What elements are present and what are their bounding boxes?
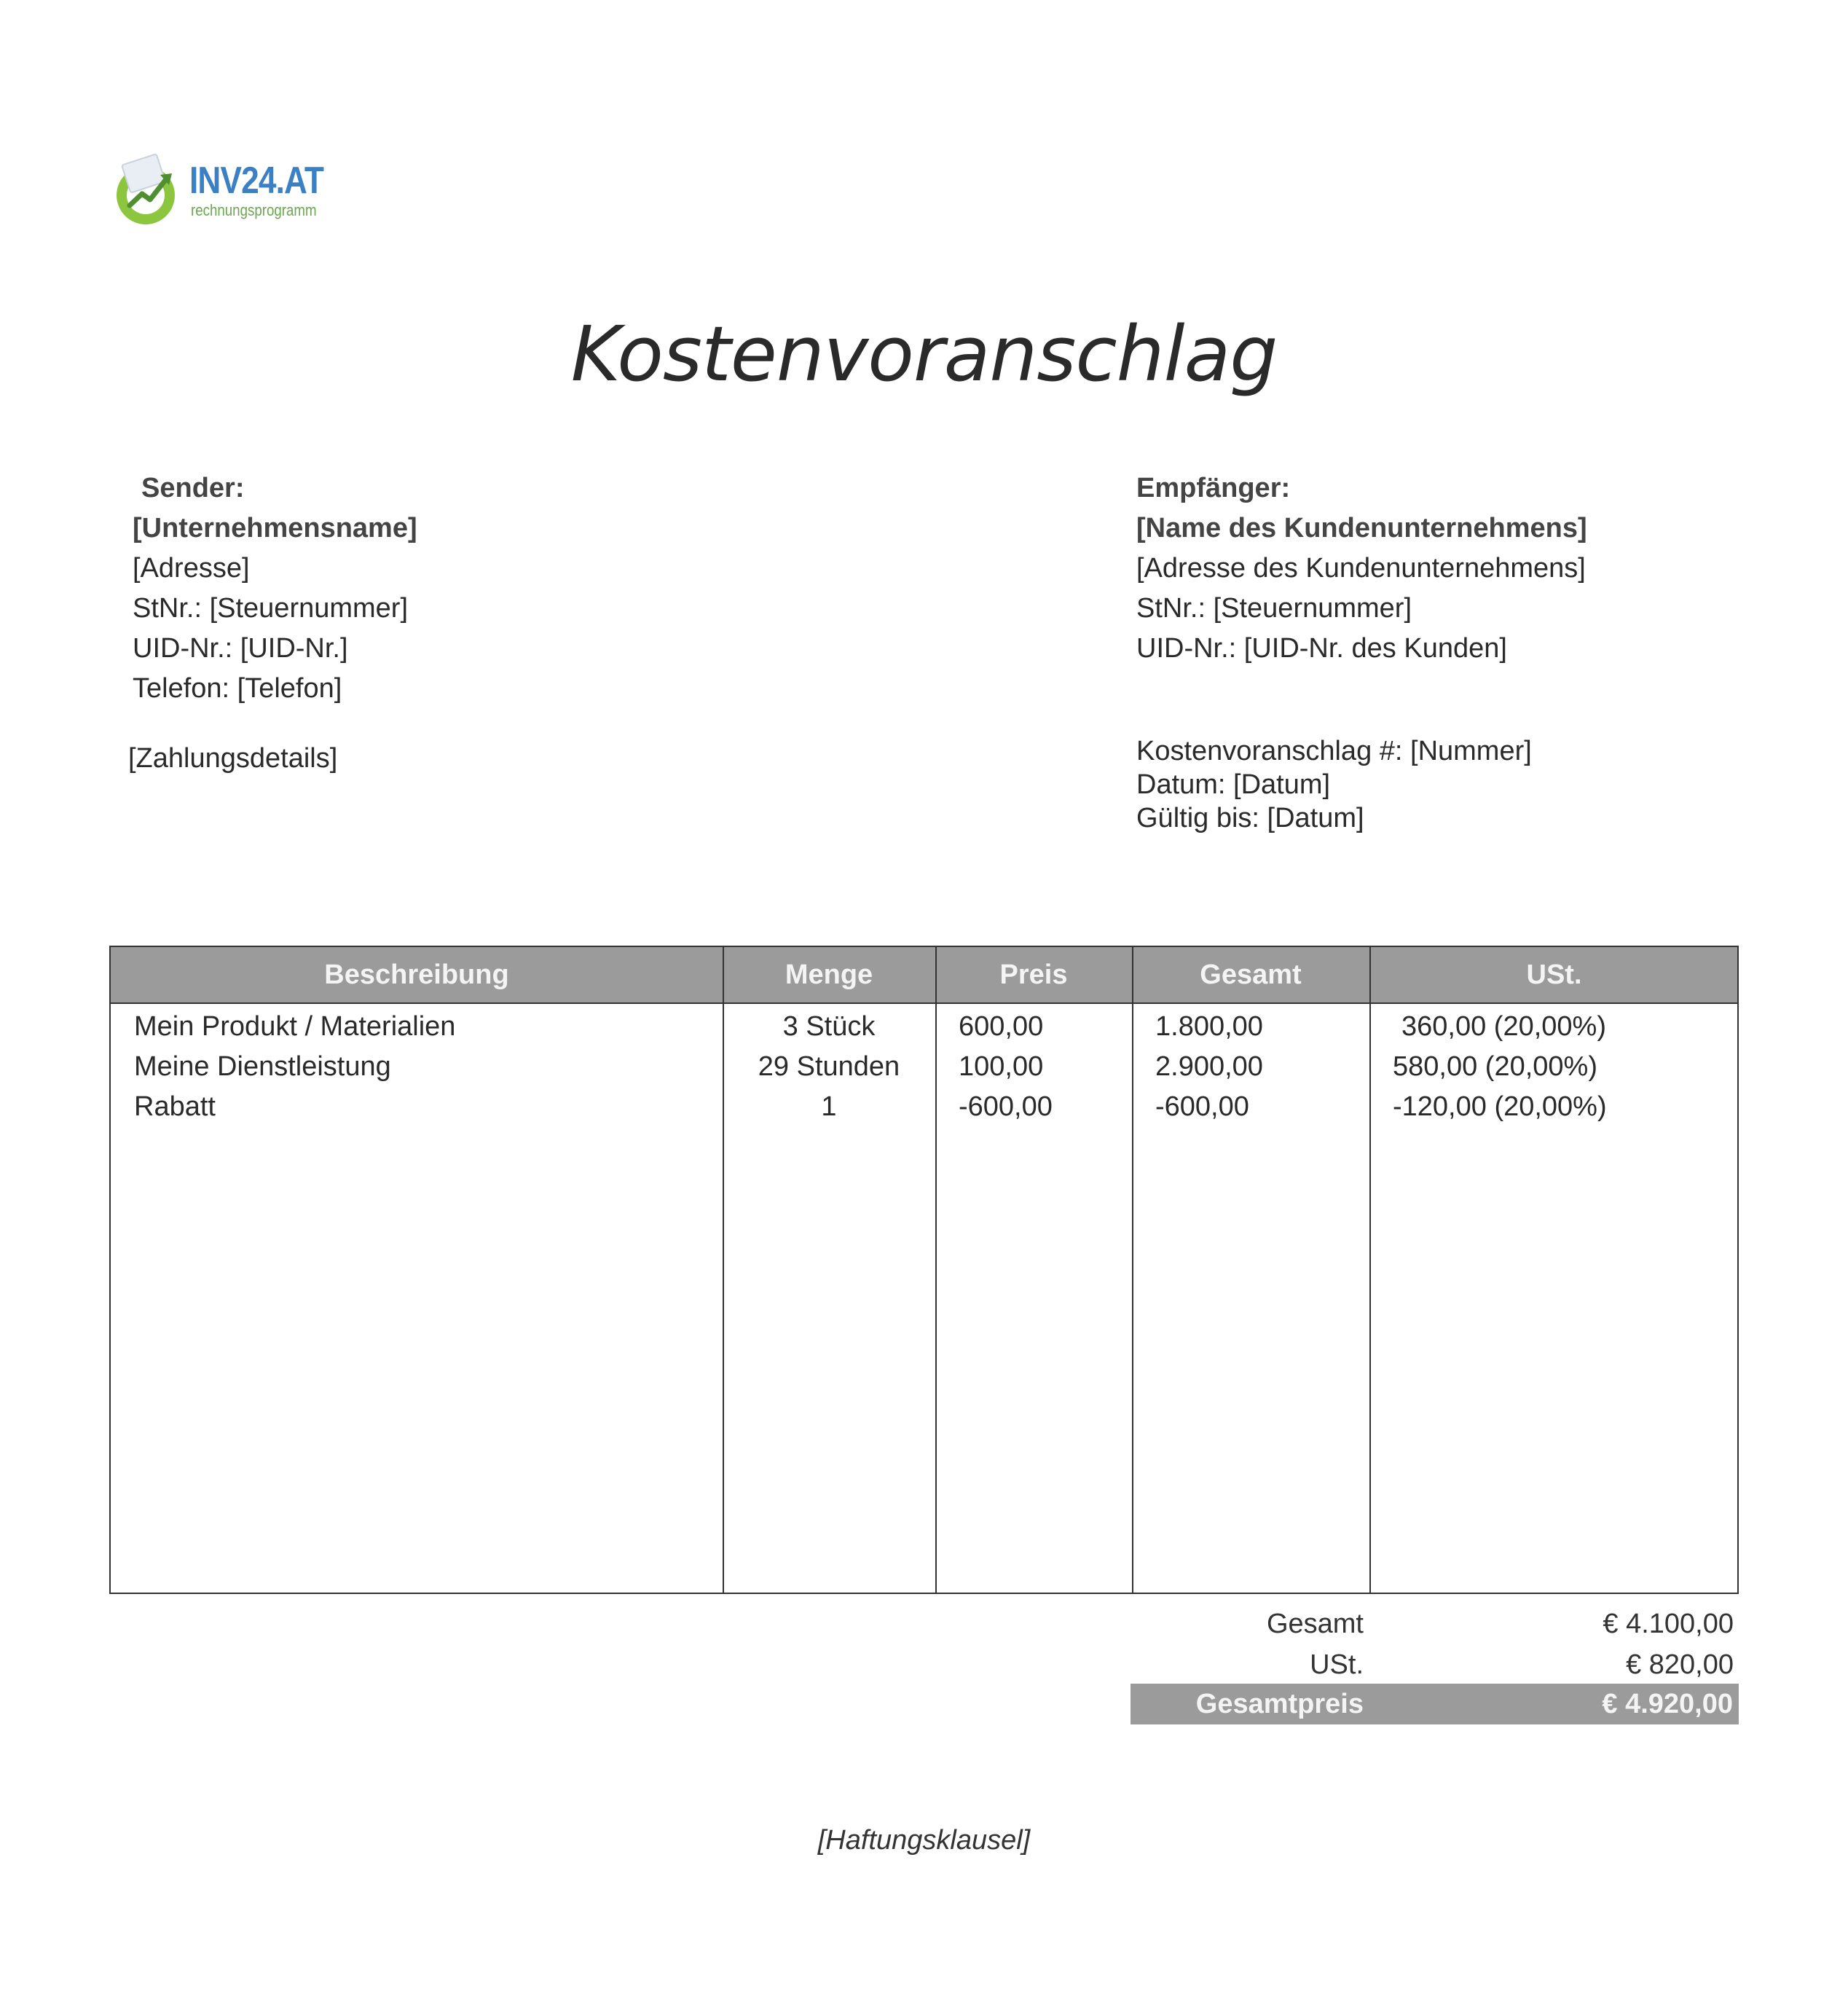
logo-tagline: rechnungsprogramm <box>191 201 317 219</box>
payment-details: [Zahlungsdetails] <box>128 743 338 774</box>
cell-price: 600,00 <box>959 1011 1044 1042</box>
cell-total: -600,00 <box>1155 1091 1249 1122</box>
chart-arrow-icon <box>109 153 182 226</box>
grand-total-label: Gesamtpreis <box>1195 1689 1364 1719</box>
document-title: Kostenvoranschlag <box>570 310 1278 399</box>
header-quantity: Menge <box>785 959 873 990</box>
net-total-value: € 4.100,00 <box>1603 1609 1734 1639</box>
cell-description: Meine Dienstleistung <box>134 1051 391 1082</box>
sender-company: [Unternehmensname] <box>133 513 417 543</box>
cell-quantity: 29 Stunden <box>758 1051 900 1082</box>
vat-total-label: USt. <box>1310 1649 1364 1680</box>
cell-vat: 360,00 (20,00%) <box>1401 1011 1606 1042</box>
column-divider <box>723 947 724 1593</box>
vat-total-value: € 820,00 <box>1626 1649 1734 1680</box>
recipient-company: [Name des Kundenunternehmens] <box>1136 513 1587 543</box>
cell-description: Rabatt <box>134 1091 216 1122</box>
recipient-label: Empfänger: <box>1136 473 1291 503</box>
sender-vat-number: UID-Nr.: [UID-Nr.] <box>133 633 348 664</box>
grand-total-value: € 4.920,00 <box>1602 1689 1733 1719</box>
sender-block <box>133 468 417 709</box>
column-divider <box>935 947 937 1593</box>
sender-address: [Adresse] <box>133 553 250 584</box>
quote-valid-until: Gültig bis: [Datum] <box>1136 803 1364 833</box>
cell-price: -600,00 <box>959 1091 1053 1122</box>
sender-phone: Telefon: [Telefon] <box>133 673 342 704</box>
quote-meta <box>1136 734 1532 835</box>
header-description: Beschreibung <box>324 959 509 990</box>
liability-clause: [Haftungsklausel] <box>817 1825 1031 1856</box>
column-divider <box>1369 947 1371 1593</box>
quote-number: Kostenvoranschlag #: [Nummer] <box>1136 736 1532 766</box>
cell-quantity: 3 Stück <box>782 1011 876 1042</box>
cell-quantity: 1 <box>821 1091 837 1122</box>
column-divider <box>1132 947 1133 1593</box>
net-total-label: Gesamt <box>1266 1609 1364 1639</box>
cell-description: Mein Produkt / Materialien <box>134 1011 456 1042</box>
grand-total-bar <box>1131 1684 1739 1724</box>
cell-vat: 580,00 (20,00%) <box>1393 1051 1597 1082</box>
header-total: Gesamt <box>1200 959 1302 990</box>
quote-date: Datum: [Datum] <box>1136 769 1331 800</box>
header-vat: USt. <box>1526 959 1582 990</box>
table-header <box>111 947 1737 1004</box>
cell-price: 100,00 <box>959 1051 1044 1082</box>
cell-total: 2.900,00 <box>1155 1051 1263 1082</box>
logo-name: INV24.AT <box>189 160 323 202</box>
sender-tax-number: StNr.: [Steuernummer] <box>133 593 409 624</box>
recipient-tax-number: StNr.: [Steuernummer] <box>1136 593 1412 624</box>
cell-vat: -120,00 (20,00%) <box>1393 1091 1607 1122</box>
company-logo <box>109 146 328 229</box>
cell-total: 1.800,00 <box>1155 1011 1263 1042</box>
recipient-address: [Adresse des Kundenunternehmens] <box>1136 553 1586 584</box>
sender-label: Sender: <box>141 473 245 503</box>
recipient-vat-number: UID-Nr.: [UID-Nr. des Kunden] <box>1136 633 1507 664</box>
recipient-block <box>1136 468 1587 669</box>
line-items-table <box>109 946 1739 1594</box>
header-price: Preis <box>999 959 1068 990</box>
